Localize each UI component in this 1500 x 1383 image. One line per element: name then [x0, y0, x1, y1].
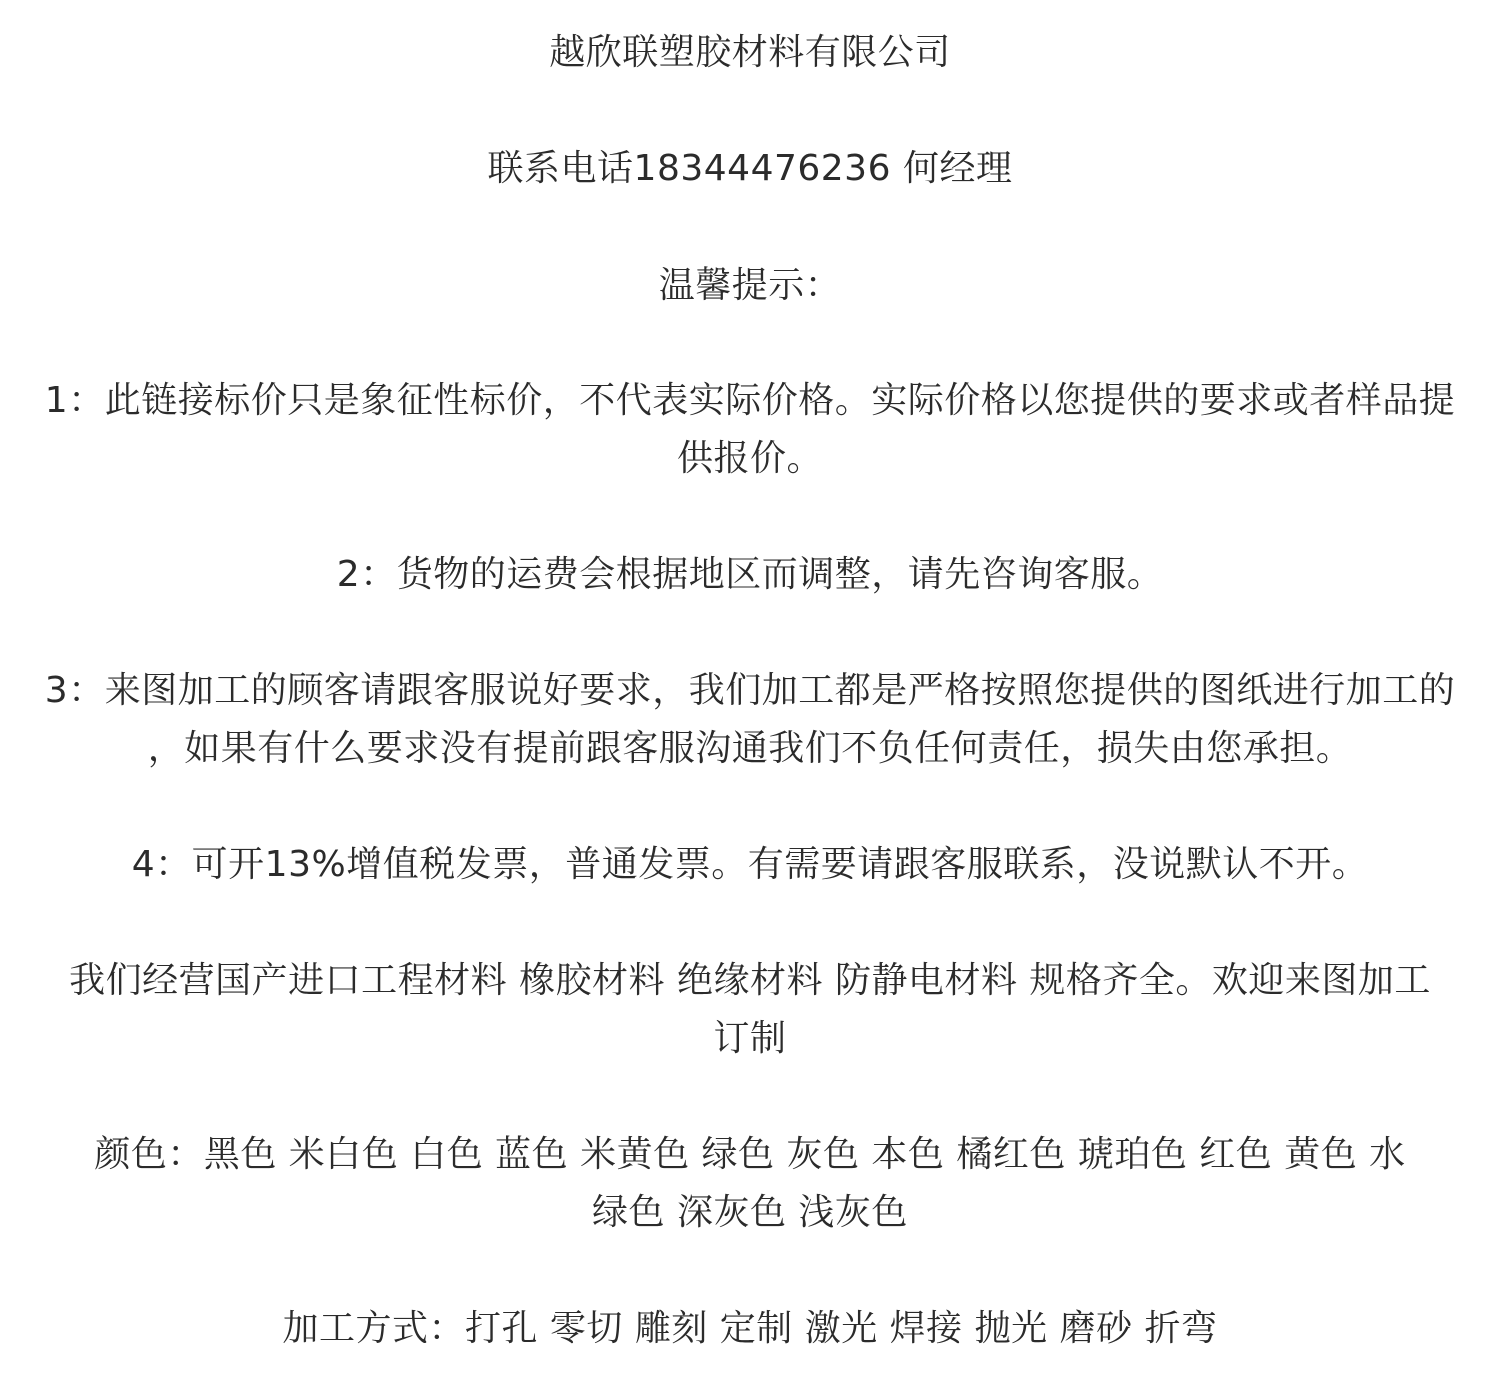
notice-item-1-line-2: 供报价。: [676, 438, 823, 479]
notice-item-3-line-1: 3：来图加工的顾客请跟客服说好要求，我们加工都是严格按照您提供的图纸进行加工的: [44, 670, 1456, 711]
notice-item-1: [0, 372, 1500, 488]
notice-title: 温馨提示：: [658, 265, 842, 306]
processing-methods: 加工方式：打孔 零切 雕刻 定制 激光 焊接 抛光 磨砂 折弯: [282, 1308, 1218, 1349]
company-name: 越欣联塑胶材料有限公司: [549, 32, 951, 73]
notice-item-3: [0, 662, 1500, 778]
notice-item-2: 2：货物的运费会根据地区而调整，请先咨询客服。: [336, 554, 1164, 595]
notice-item-3-line-2: ，如果有什么要求没有提前跟客服沟通我们不负任何责任，损失由您承担。: [147, 728, 1353, 769]
business-scope-line-1: 我们经营国产进口工程材料 橡胶材料 绝缘材料 防静电材料 规格齐全。欢迎来图加工: [69, 960, 1431, 1001]
notice-item-1-line-1: 1：此链接标价只是象征性标价，不代表实际价格。实际价格以您提供的要求或者样品提: [44, 380, 1456, 421]
notice-item-4: 4：可开13%增值税发票，普通发票。有需要请跟客服联系，没说默认不开。: [131, 844, 1369, 885]
color-options-line-2: 绿色 深灰色 浅灰色: [592, 1192, 908, 1233]
contact-phone: 联系电话18344476236 何经理: [487, 148, 1013, 189]
color-options-line-1: 颜色：黑色 米白色 白色 蓝色 米黄色 绿色 灰色 本色 橘红色 琥珀色 红色 黄色 水: [94, 1134, 1406, 1175]
business-scope: [0, 952, 1500, 1068]
color-options: [0, 1126, 1500, 1242]
business-scope-line-2: 订制: [713, 1018, 787, 1059]
